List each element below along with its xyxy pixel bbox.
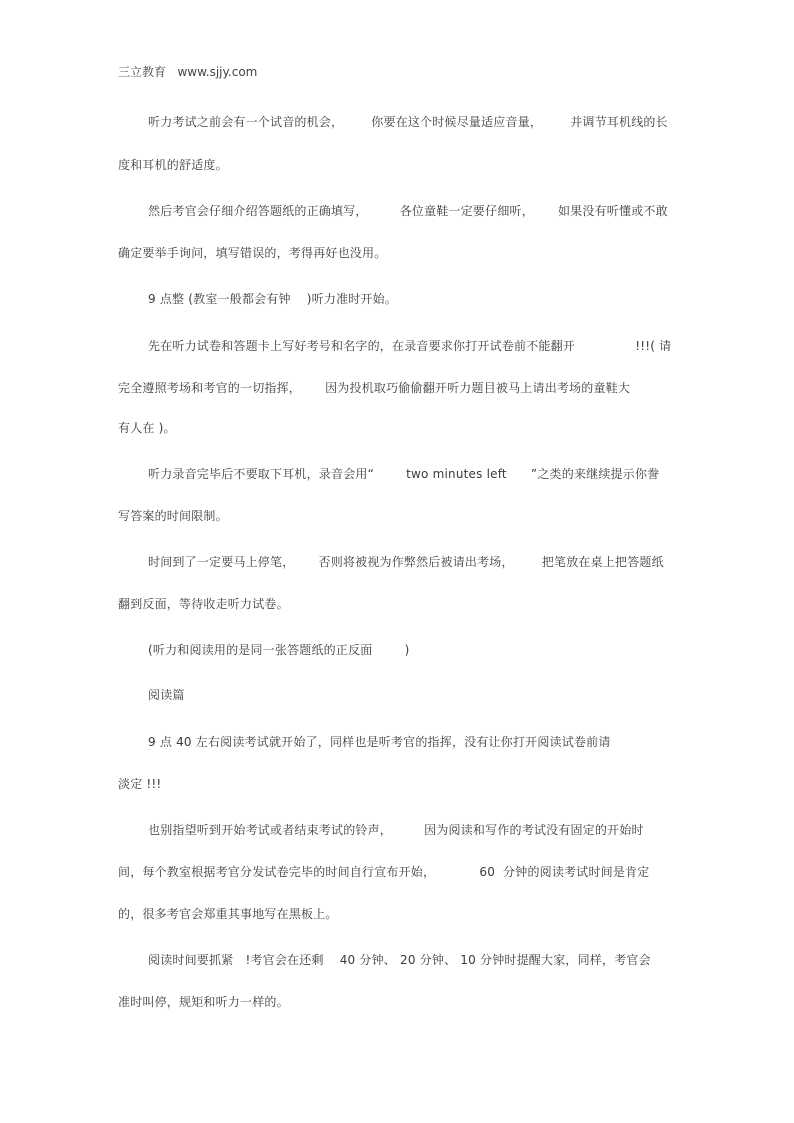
paragraph-1-line-2: 度和耳机的舒适度。 — [118, 158, 228, 172]
paragraph-6-line-1: 时间到了一定要马上停笔， 否则将被视为作弊然后被请出考场， 把笔放在桌上把答题纸 — [148, 555, 664, 569]
paragraph-9-line-1: 9 点 40 左右阅读考试就开始了，同样也是听考官的指挥，没有让你打开阅读试卷前请 — [148, 735, 611, 749]
paragraph-9-line-2: 淡定 !!! — [118, 777, 162, 791]
paragraph-10-line-1: 也别指望听到开始考试或者结束考试的铃声， 因为阅读和写作的考试没有固定的开始时 — [148, 823, 644, 837]
paragraph-5-line-2: 写答案的时间限制。 — [118, 509, 228, 523]
paragraph-3-line-1: 9 点整 (教室一般都会有钟 )听力准时开始。 — [148, 292, 398, 306]
page-header: 三立教育 www.sjjy.com — [118, 65, 258, 79]
paragraph-4-line-2: 完全遵照考场和考官的一切指挥， 因为投机取巧偷偷翻开听力题目被马上请出考场的童鞋大 — [118, 381, 631, 395]
paragraph-11-line-2: 准时叫停，规矩和听力一样的。 — [118, 995, 289, 1009]
paragraph-10-line-3: 的，很多考官会郑重其事地写在黑板上。 — [118, 907, 338, 921]
paragraph-2-line-2: 确定要举手询问，填写错误的，考得再好也没用。 — [118, 246, 387, 260]
paragraph-4-line-3: 有人在 )。 — [118, 421, 176, 435]
section-heading-reading: 阅读篇 — [148, 688, 185, 702]
paragraph-2-line-1: 然后考官会仔细介绍答题纸的正确填写， 各位童鞋一定要仔细听， 如果没有听懂或不敢 — [148, 204, 668, 218]
paragraph-1-line-1: 听力考试之前会有一个试音的机会， 你要在这个时候尽量适应音量， 并调节耳机线的长 — [148, 115, 668, 129]
paragraph-7-line-1: (听力和阅读用的是同一张答题纸的正反面 ) — [148, 643, 410, 657]
paragraph-10-line-2: 间，每个教室根据考官分发试卷完毕的时间自行宣布开始， 60 分钟的阅读考试时间是肯定 — [118, 865, 650, 879]
paragraph-5-line-1: 听力录音完毕后不要取下耳机，录音会用“ two minutes left ”之类的来继续提示你誊 — [148, 467, 660, 481]
paragraph-6-line-2: 翻到反面，等待收走听力试卷。 — [118, 597, 289, 611]
paragraph-11-line-1: 阅读时间要抓紧 !考官会在还剩 40 分钟、 20 分钟、 10 分钟时提醒大家，同样，考官会 — [148, 953, 651, 967]
paragraph-4-line-1: 先在听力试卷和答题卡上写好考号和名字的，在录音要求你打开试卷前不能翻开 !!!( 请 — [148, 339, 672, 353]
